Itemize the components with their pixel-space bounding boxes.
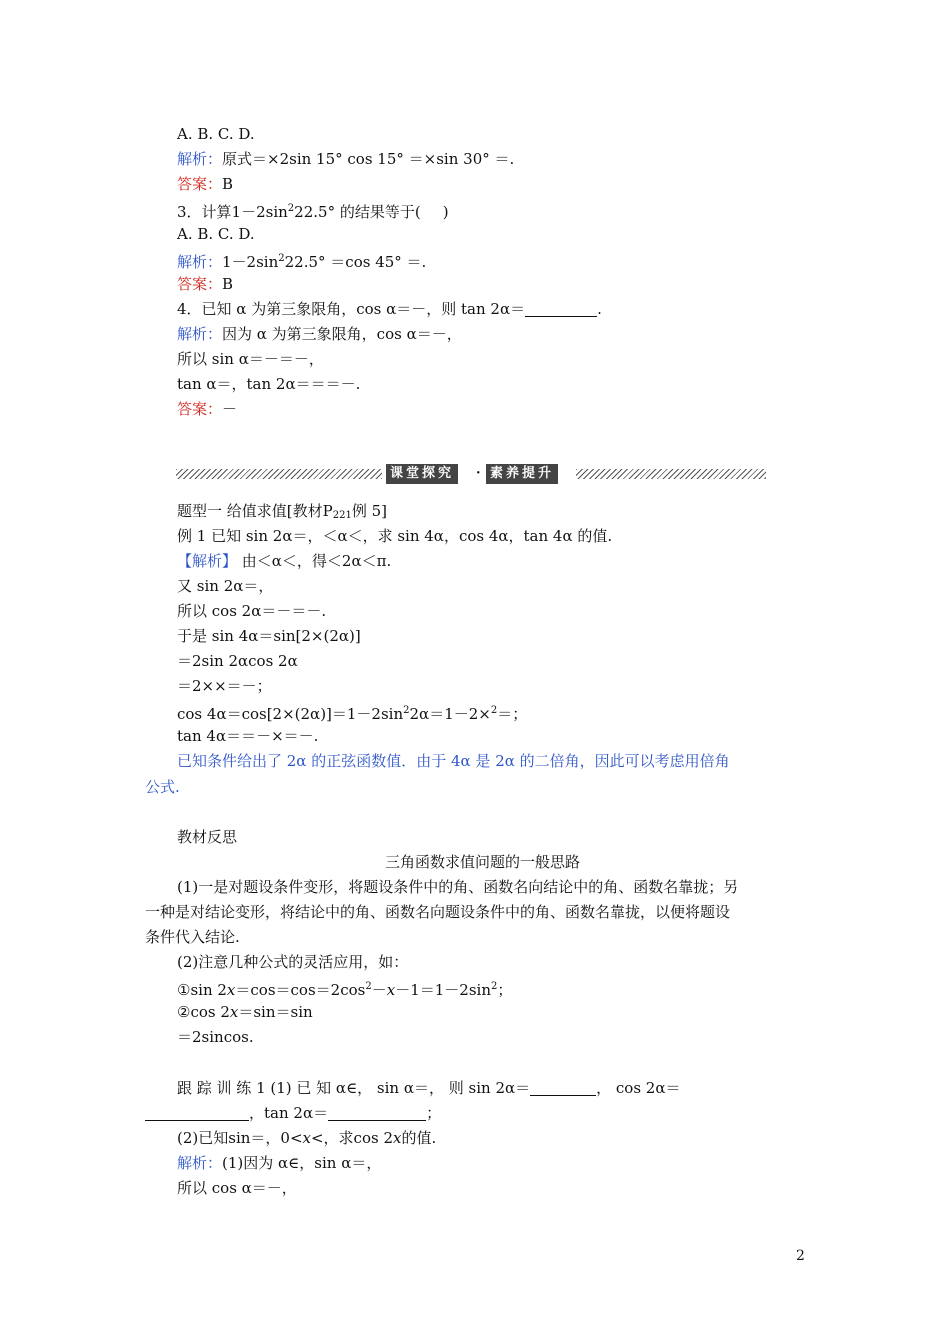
solution-line-7: $\cos 4\alpha=\cos[2\times(2\alpha)]=1-2\sin^22\alpha=1-2\times^2=$；	[177, 705, 528, 723]
reflection-para-2: (2)注意几种公式的灵活应用，如：	[177, 953, 409, 971]
banner-title-left: 课堂探究	[386, 464, 458, 484]
formula-line-2: ②cos 2x＝sin＝sin	[177, 1003, 313, 1021]
formula-line-3: ＝2sincos.	[177, 1028, 254, 1046]
banner-hatch-right	[576, 469, 766, 479]
reflection-para-1a: (1)一是对题设条件变形，将题设条件中的角、函数名向结论中的角、函数名靠拢；另	[177, 878, 739, 896]
method-note-1: 已知条件给出了 2α 的正弦函数值．由于 4α 是 2α 的二倍角，因此可以考虑用倍角	[177, 752, 730, 770]
analysis-label: 解析：	[177, 253, 223, 271]
solution-line-6: ＝2××＝－；	[177, 677, 272, 695]
answer-line-3: 答案：－	[177, 400, 238, 418]
answer-line-2: 答案：B	[177, 275, 234, 293]
solution-line-3: 所以 cos 2α＝－＝－.	[177, 602, 327, 620]
answer-label: 答案：	[177, 175, 223, 193]
question-4: 4．已知 α 为第三象限角，cos α＝－，则 tan 2α＝ .	[177, 300, 602, 318]
answer-blank	[145, 1106, 249, 1121]
banner-dot: ·	[476, 466, 481, 481]
analysis-label: 解析：	[177, 325, 223, 343]
option-line-1: A. B. C. D.	[177, 125, 255, 143]
banner-hatch-left	[176, 469, 382, 479]
example-1: 例 1 已知 sin 2α＝，＜α＜，求 sin 4α，cos 4α，tan 4α 的值.	[177, 527, 613, 545]
solution-line-4: 于是 sin 4α＝sin[2×(2α)]	[177, 627, 361, 645]
banner-title-right: 素养提升	[486, 464, 558, 484]
option-line-2: A. B. C. D.	[177, 225, 255, 243]
question-3: 3．计算$1-2\sin^222.5^\circ$ 的结果等于( )	[177, 203, 449, 221]
solution-line-8: tan 4α＝＝－×＝－.	[177, 727, 319, 745]
practice-1: 跟 踪 训 练 1 (1) 已 知 α∈， sin α＝， 则 sin 2α＝ ， cos 2α＝	[177, 1079, 681, 1097]
analysis-line-4: 所以 sin α＝－＝－，	[177, 350, 324, 368]
answer-line-1: 答案：B	[177, 175, 234, 193]
analysis-line-2: 解析：$1-2\sin^222.5^\circ =\cos$ 45° ＝.	[177, 253, 427, 271]
page-number: 2	[796, 1248, 805, 1264]
solution-line-5: ＝2sin 2αcos 2α	[177, 652, 298, 670]
practice-analysis-2: 所以 cos α＝－，	[177, 1179, 297, 1197]
solution-line-2: 又 sin 2α＝，	[177, 577, 274, 595]
topic-title: 题型一 给值求值[教材$P_{221}$例 5]	[177, 502, 387, 521]
method-note-2: 公式.	[145, 778, 180, 796]
answer-label: 答案：	[177, 400, 223, 418]
analysis-line-1: 解析：原式＝×2sin 15° cos 15° ＝×sin 30° ＝.	[177, 150, 515, 168]
analysis-label: 解析：	[177, 150, 223, 168]
reflection-heading: 教材反思	[177, 828, 238, 846]
practice-1-part-2: (2)已知sin＝，0<x<，求cos 2x的值.	[177, 1129, 437, 1147]
solution-line-1: 【解析】 由＜α＜，得＜2α＜π.	[177, 552, 392, 570]
analysis-line-3: 解析：因为 α 为第三象限角，cos α＝－，	[177, 325, 462, 343]
answer-blank	[525, 302, 597, 317]
analysis-line-5: tan α＝，tan 2α＝＝＝－.	[177, 375, 361, 393]
section-banner	[176, 463, 766, 485]
reflection-para-1c: 条件代入结论.	[145, 928, 240, 946]
practice-1-cont: ，tan 2α＝ ；	[145, 1103, 441, 1123]
answer-label: 答案：	[177, 275, 223, 293]
reflection-para-1b: 一种是对结论变形，将结论中的角、函数名向题设条件中的角、函数名靠拢，以便将题设	[145, 903, 731, 921]
reflection-title: 三角函数求值问题的一般思路	[385, 853, 581, 871]
practice-analysis-1: 解析：(1)因为 α∈，sin α＝，	[177, 1154, 382, 1172]
formula-line-1: ①sin $2x=\cos=\cos=2\cos^2-x-1=1-2\sin^2$；	[177, 981, 513, 999]
analysis-label: 解析：	[177, 1154, 223, 1172]
solution-label: 【解析】	[177, 552, 238, 570]
answer-blank	[530, 1081, 596, 1096]
answer-blank	[328, 1106, 426, 1121]
